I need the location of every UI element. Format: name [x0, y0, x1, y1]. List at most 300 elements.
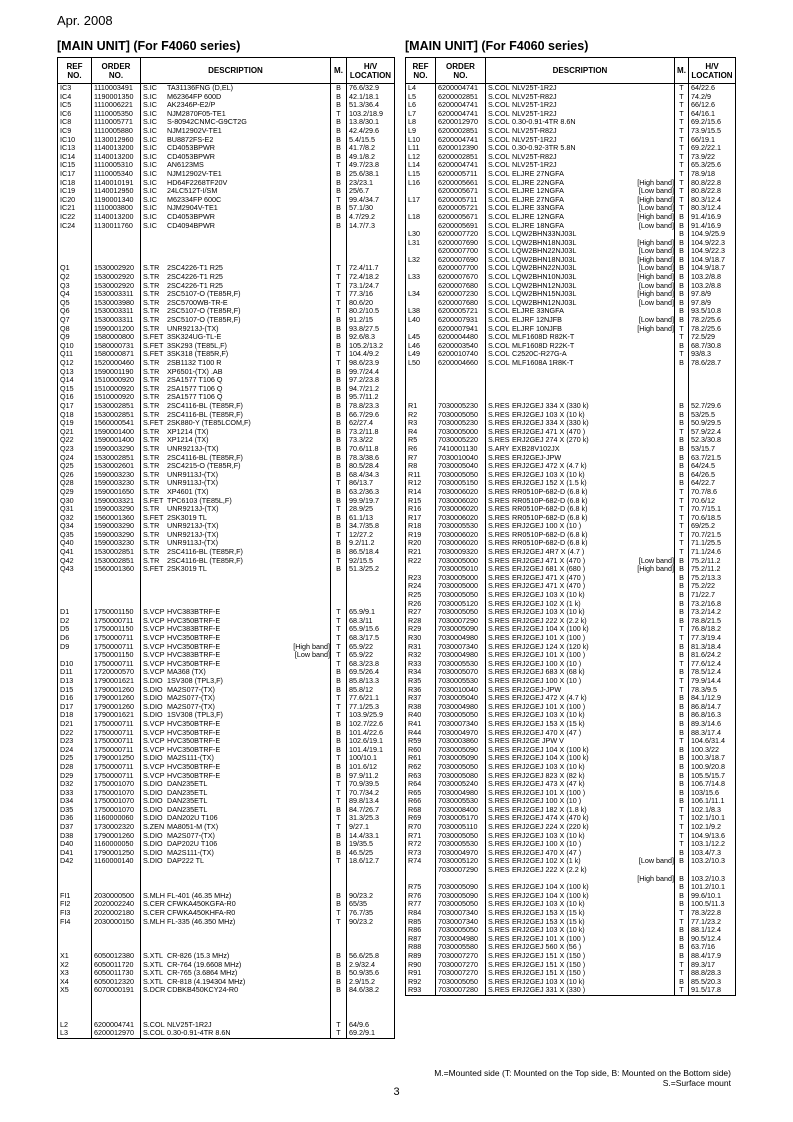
order-no-cell: 1530002920: [92, 282, 141, 291]
description-cell: [486, 909, 675, 918]
mount-side-cell: [331, 883, 347, 892]
part-name: NLV25T-1R2J: [512, 161, 557, 170]
order-no-cell: 1530002851: [92, 411, 141, 420]
ref-no-cell: [58, 935, 92, 944]
mount-side-cell: T: [331, 703, 347, 712]
part-category: S.TR: [143, 530, 160, 539]
order-no-cell: 1190001340: [92, 196, 141, 205]
ref-no-cell: R27: [406, 608, 436, 617]
part-category: S.COL: [488, 350, 510, 359]
table-row: [406, 582, 736, 591]
mount-side-cell: B: [331, 772, 347, 781]
part-name: ELJRF 12NJFB: [512, 316, 562, 325]
hv-location-cell: [347, 935, 395, 944]
hv-location-cell: 105.2/13.2: [347, 342, 395, 351]
part-category: S.TR: [143, 273, 160, 282]
description-cell: [486, 548, 675, 557]
ref-no-cell: L6: [406, 101, 436, 110]
mount-side-cell: T: [675, 918, 689, 927]
part-category: S.COL: [488, 204, 510, 213]
order-no-cell: 7030005050: [436, 411, 486, 420]
hv-location-cell: 64/16.1: [689, 110, 736, 119]
description-cell: [486, 316, 675, 325]
table-row: [406, 153, 736, 162]
order-no-cell: 6200005711: [436, 170, 486, 179]
ref-no-cell: Q42: [58, 557, 92, 566]
order-no-cell: 1750001070: [92, 780, 141, 789]
order-no-cell: 7030004980: [436, 634, 486, 643]
description-cell: [141, 772, 331, 781]
part-name: ERJ2GEJ-JPW: [512, 453, 562, 462]
description-cell: [141, 591, 331, 600]
part-category: S.MLH: [143, 891, 165, 900]
part-category: S.DIO: [143, 848, 163, 857]
description-cell: [486, 557, 675, 566]
description-cell: [141, 170, 331, 179]
table-row: [58, 488, 395, 497]
description-cell: [486, 625, 675, 634]
hv-location-cell: 102.1/8.3: [689, 806, 736, 815]
col-description-header: [486, 58, 675, 84]
part-name: 2SK880-Y (TE85LCOM,F): [167, 419, 251, 428]
part-name: 1SV308 (TPL3,F): [167, 676, 223, 685]
part-name: LQW2BHN18NJ03L: [512, 255, 577, 264]
description-cell: [141, 411, 331, 420]
description-cell: [141, 118, 331, 127]
hv-location-cell: 61.1/13: [347, 514, 395, 523]
table-row: [406, 643, 736, 652]
ref-no-cell: IC20: [58, 196, 92, 205]
part-name: NJM2904V-TE1: [167, 204, 218, 213]
table-row: [406, 918, 736, 927]
part-name: UNR9113J-(TX): [167, 539, 218, 548]
hv-location-cell: 101.4/19.1: [347, 746, 395, 755]
page-number: 3: [393, 1086, 400, 1098]
ref-no-cell: D10: [58, 660, 92, 669]
hv-location-cell: 84.7/26.7: [347, 806, 395, 815]
mount-side-cell: T: [675, 823, 689, 832]
description-cell: [141, 213, 331, 222]
col-mount-label: M.: [334, 66, 343, 75]
description-cell: [141, 608, 331, 617]
order-no-cell: 1750000711: [92, 634, 141, 643]
ref-no-cell: D38: [58, 832, 92, 841]
ref-no-cell: L18: [406, 213, 436, 222]
band-note: [High band]: [637, 874, 674, 883]
ref-no-cell: X5: [58, 986, 92, 995]
ref-no-cell: L40: [406, 316, 436, 325]
hv-location-cell: 91.4/16.9: [689, 222, 736, 231]
hv-location-cell: 90/23.2: [347, 918, 395, 927]
part-category: S.TR: [143, 298, 160, 307]
mount-side-cell: B: [331, 978, 347, 987]
table-row: [58, 239, 395, 248]
order-no-cell: [436, 376, 486, 385]
mount-side-cell: T: [675, 179, 689, 188]
mount-side-cell: B: [331, 393, 347, 402]
table-row: [58, 1004, 395, 1013]
band-note: [High band]: [637, 178, 674, 187]
part-category: S.RES: [488, 977, 510, 986]
part-category: S.IC: [143, 161, 157, 170]
mount-side-cell: T: [675, 686, 689, 695]
table-row: [406, 668, 736, 677]
description-cell: [486, 256, 675, 265]
table-row: [58, 729, 395, 738]
ref-no-cell: D22: [58, 729, 92, 738]
mount-side-cell: B: [675, 617, 689, 626]
order-no-cell: 1750000711: [92, 729, 141, 738]
description-cell: [141, 660, 331, 669]
table-row: [406, 161, 736, 170]
part-name: NLV25T-1R2J: [512, 135, 557, 144]
ref-no-cell: L14: [406, 161, 436, 170]
order-no-cell: 1750001070: [92, 797, 141, 806]
part-name: UNR9113J-(TX): [167, 470, 218, 479]
description-cell: [141, 918, 331, 927]
part-name: ERJ2GEJ 472 X (4.7 k): [512, 462, 587, 471]
mount-side-cell: B: [675, 651, 689, 660]
hv-location-cell: 49.1/8.2: [347, 153, 395, 162]
mount-side-cell: [331, 574, 347, 583]
part-name: NLV25T-R82J: [512, 152, 557, 161]
table-row: [58, 943, 395, 952]
part-category: S.VCP: [143, 737, 165, 746]
order-no-cell: 7030005050: [436, 832, 486, 841]
hv-location-cell: 65.9/15.6: [347, 625, 395, 634]
hv-location-cell: 86.5/18.4: [347, 548, 395, 557]
col-ref-label: REF NO.: [412, 61, 429, 80]
part-category: S.FET: [143, 419, 164, 428]
description-cell: [141, 479, 331, 488]
table-row: [58, 170, 395, 179]
ref-no-cell: D9: [58, 643, 92, 652]
ref-no-cell: R26: [406, 600, 436, 609]
part-name: ERJ2GE JPW V: [512, 737, 564, 746]
mount-side-cell: B: [331, 488, 347, 497]
table-row: [58, 668, 395, 677]
hv-location-cell: 86.8/16.3: [689, 711, 736, 720]
part-category: S.TR: [143, 410, 160, 419]
part-category: S.VCP: [143, 634, 165, 642]
ref-no-cell: Q15: [58, 385, 92, 394]
table-row: [58, 660, 395, 669]
part-name: DAN235ETL: [167, 780, 208, 789]
order-no-cell: 6050012380: [92, 952, 141, 961]
part-name: UNR9213J-(TX): [167, 444, 219, 453]
order-no-cell: 1110005880: [92, 127, 141, 136]
order-no-cell: 1750001150: [92, 608, 141, 617]
hv-location-cell: 86.8/14.7: [689, 703, 736, 712]
ref-no-cell: L15: [406, 170, 436, 179]
part-name: FL-401 (46.35 MHz): [167, 891, 232, 900]
part-category: S.RES: [488, 642, 510, 651]
hv-location-cell: 62/27.4: [347, 419, 395, 428]
mount-side-cell: T: [331, 643, 347, 652]
part-name: NLV25T-1R2J: [512, 101, 557, 110]
col-description-label: DESCRIPTION: [208, 66, 263, 75]
part-category: S.RES: [488, 943, 510, 952]
mount-side-cell: B: [675, 582, 689, 591]
ref-no-cell: R28: [406, 617, 436, 626]
ref-no-cell: X2: [58, 961, 92, 970]
hv-location-cell: 80.5/28.4: [347, 462, 395, 471]
part-name: ELJRE 12NGFA: [512, 212, 564, 221]
order-no-cell: 1110005310: [92, 161, 141, 170]
description-cell: [141, 273, 331, 282]
part-name: ERJ2GEJ 274 X (270 k): [512, 436, 589, 445]
table-row: [58, 359, 395, 368]
hv-location-cell: 75.2/13.3: [689, 574, 736, 583]
description-cell: [141, 153, 331, 162]
mount-side-cell: B: [331, 668, 347, 677]
table-row: [58, 677, 395, 686]
table-row: [406, 926, 736, 935]
ref-no-cell: R71: [406, 832, 436, 841]
mount-side-cell: B: [675, 411, 689, 420]
part-category: S.COL: [488, 144, 510, 153]
part-name: MA2S077-(TX): [167, 831, 215, 840]
ref-no-cell: D24: [58, 746, 92, 755]
part-name: 2SC5107-O (TE85R,F): [167, 307, 241, 316]
right-parts-table: [405, 57, 736, 996]
order-no-cell: 7030005120: [436, 857, 486, 866]
hv-location-cell: 77.1/25.3: [347, 703, 395, 712]
table-row: [406, 282, 736, 291]
hv-location-cell: [347, 883, 395, 892]
order-no-cell: 1580000871: [92, 350, 141, 359]
part-name: LQW2BHN15NJ03L: [512, 290, 577, 299]
part-name: RR0510P-682-D (6.8 k): [512, 530, 588, 539]
mount-side-cell: B: [331, 539, 347, 548]
ref-no-cell: Q29: [58, 488, 92, 497]
table-row: [406, 660, 736, 669]
table-row: [406, 875, 736, 884]
part-category: S.COL: [488, 333, 510, 342]
part-category: S.IC: [143, 187, 157, 196]
part-name: NLV25T-1R2J: [512, 83, 557, 92]
part-name: ERJ2GEJ 153 X (15 k): [512, 909, 585, 917]
part-name: ERJ2GEJ 103 X (10 k): [512, 762, 585, 771]
part-category: S.RES: [488, 857, 510, 866]
ref-no-cell: R37: [406, 694, 436, 703]
description-cell: [486, 900, 675, 909]
description-cell: [486, 754, 675, 763]
ref-no-cell: Q34: [58, 522, 92, 531]
band-note: [Low band]: [638, 187, 674, 196]
description-cell: [141, 668, 331, 677]
mount-side-cell: T: [331, 608, 347, 617]
description-cell: [486, 247, 675, 256]
table-row: [406, 239, 736, 248]
table-row: [58, 307, 395, 316]
part-category: S.RES: [488, 840, 510, 849]
ref-no-cell: [58, 651, 92, 660]
part-category: S.TR: [143, 401, 160, 410]
order-no-cell: 1790001260: [92, 686, 141, 695]
order-no-cell: 2020002180: [92, 909, 141, 918]
ref-no-cell: R6: [406, 445, 436, 454]
description-cell: [486, 101, 675, 110]
part-category: S.RES: [488, 891, 510, 900]
order-no-cell: 6200002851: [436, 93, 486, 102]
mount-side-cell: B: [331, 376, 347, 385]
hv-location-cell: 97.2/23.8: [347, 376, 395, 385]
hv-location-cell: 57.1/30: [347, 204, 395, 213]
table-row: [58, 264, 395, 273]
table-row: [406, 402, 736, 411]
table-row: [58, 531, 395, 540]
hv-location-cell: 77.3/16: [347, 290, 395, 299]
hv-location-cell: 78.5/12.4: [689, 668, 736, 677]
ref-no-cell: IC14: [58, 153, 92, 162]
table-row: [58, 772, 395, 781]
order-no-cell: 1530002851: [92, 402, 141, 411]
band-note: [High band]: [637, 238, 674, 247]
ref-no-cell: [58, 1012, 92, 1021]
description-cell: [141, 617, 331, 626]
part-name: ELJRE 22NGFA: [512, 178, 564, 187]
left-table-title: [MAIN UNIT] (For F4060 series): [57, 39, 241, 53]
band-note: [Low band]: [638, 221, 674, 230]
description-cell: [141, 445, 331, 454]
part-category: S.DIO: [143, 857, 163, 866]
table-row: [58, 686, 395, 695]
mount-side-cell: B: [331, 316, 347, 325]
description-cell: [486, 840, 675, 849]
hv-location-cell: 101.6/12: [347, 763, 395, 772]
part-category: S.COL: [488, 161, 510, 170]
part-name: C2520C-R27G-A: [512, 350, 567, 359]
ref-no-cell: Q6: [58, 307, 92, 316]
table-row: [406, 299, 736, 308]
hv-location-cell: 80.6/20: [347, 299, 395, 308]
col-order-header: [436, 58, 486, 84]
part-name: ERJ2GEJ-JPW: [512, 685, 562, 694]
description-cell: [486, 136, 675, 145]
ref-no-cell: R24: [406, 582, 436, 591]
part-name: 2SA1577 T106 Q: [167, 376, 223, 385]
description-cell: [141, 84, 331, 93]
order-no-cell: [92, 926, 141, 935]
ref-no-cell: Q24: [58, 454, 92, 463]
part-name: 2SK3019 TL: [167, 565, 207, 574]
part-name: 0.30-0.92-3TR 5.8N: [512, 144, 576, 153]
description-cell: [141, 849, 331, 858]
hv-location-cell: 4.7/29.2: [347, 213, 395, 222]
table-row: [58, 419, 395, 428]
table-row: [58, 978, 395, 987]
order-no-cell: 6200012390: [436, 144, 486, 153]
description-cell: [486, 497, 675, 506]
mount-side-cell: B: [331, 402, 347, 411]
part-name: ERJ2GEJ 471 X (470 ): [512, 556, 586, 565]
hv-location-cell: 80.8/22.8: [689, 179, 736, 188]
table-row: [406, 823, 736, 832]
part-name: ERJ2GEJ 151 X (150 ): [512, 960, 586, 969]
order-no-cell: 6200004660: [436, 359, 486, 368]
order-no-cell: 1720000570: [92, 668, 141, 677]
part-name: ERJ2GEJ 681 X (680 ): [512, 565, 586, 574]
table-row: [406, 729, 736, 738]
ref-no-cell: R44: [406, 729, 436, 738]
hv-location-cell: [347, 230, 395, 239]
table-row: [58, 196, 395, 205]
mount-side-cell: T: [331, 479, 347, 488]
mount-side-cell: T: [675, 136, 689, 145]
order-no-cell: [92, 883, 141, 892]
description-cell: [141, 1021, 331, 1030]
table-row: [58, 840, 395, 849]
table-row: [406, 754, 736, 763]
table-row: [58, 290, 395, 299]
part-category: S.RES: [488, 470, 510, 479]
part-name: ELJRE 33NGFA: [512, 204, 564, 213]
mount-side-cell: B: [331, 411, 347, 420]
ref-no-cell: Q12: [58, 359, 92, 368]
part-name: ERJ2GEJ 101 X (100 ): [512, 651, 586, 660]
order-no-cell: 1750001150: [92, 625, 141, 634]
part-category: S.COL: [488, 324, 510, 333]
order-no-cell: [92, 935, 141, 944]
mount-side-cell: T: [331, 273, 347, 282]
part-name: CD4053BPWR: [167, 144, 215, 153]
mount-side-cell: T: [675, 196, 689, 205]
table-row: [406, 454, 736, 463]
hv-location-cell: 70.9/39.5: [347, 780, 395, 789]
description-cell: [141, 995, 331, 1004]
part-category: S.IC: [143, 92, 157, 101]
order-no-cell: [92, 239, 141, 248]
part-category: S.XTL: [143, 977, 163, 986]
description-cell: [486, 179, 675, 188]
order-no-cell: 7030005050: [436, 471, 486, 480]
band-note: [Low band]: [638, 857, 674, 866]
mount-side-cell: B: [331, 213, 347, 222]
part-category: S.FET: [143, 565, 164, 574]
ref-no-cell: R21: [406, 548, 436, 557]
part-name: DAP222 TL: [167, 857, 205, 866]
part-name: M62364FP 600D: [167, 92, 222, 101]
hv-location-cell: 13.8/30.1: [347, 118, 395, 127]
description-cell: [141, 651, 331, 660]
hv-location-cell: 105.5/15.7: [689, 772, 736, 781]
part-category: S.RES: [488, 823, 510, 832]
part-category: S.RES: [488, 805, 510, 814]
part-category: S.RES: [488, 848, 510, 857]
mount-side-cell: T: [675, 840, 689, 849]
col-location-label: H/V LOCATION: [691, 61, 733, 80]
part-name: ERJ2GEJ 101 X (100 ): [512, 934, 586, 943]
hv-location-cell: 102.1/10.1: [689, 814, 736, 823]
mount-side-cell: B: [675, 565, 689, 574]
description-cell: [486, 952, 675, 961]
description-cell: [486, 866, 675, 875]
part-name: MA2S111-(TX): [167, 848, 214, 857]
mount-side-cell: B: [331, 428, 347, 437]
ref-no-cell: IC8: [58, 118, 92, 127]
mount-side-cell: T: [675, 548, 689, 557]
part-category: S.FET: [143, 496, 164, 505]
mount-side-cell: B: [675, 239, 689, 248]
order-no-cell: 1590003321: [92, 497, 141, 506]
order-no-cell: 6050011720: [92, 961, 141, 970]
hv-location-cell: 100/10.1: [347, 754, 395, 763]
ref-no-cell: R91: [406, 969, 436, 978]
order-no-cell: [92, 600, 141, 609]
part-category: S.VCP: [143, 728, 165, 737]
hv-location-cell: [347, 1012, 395, 1021]
